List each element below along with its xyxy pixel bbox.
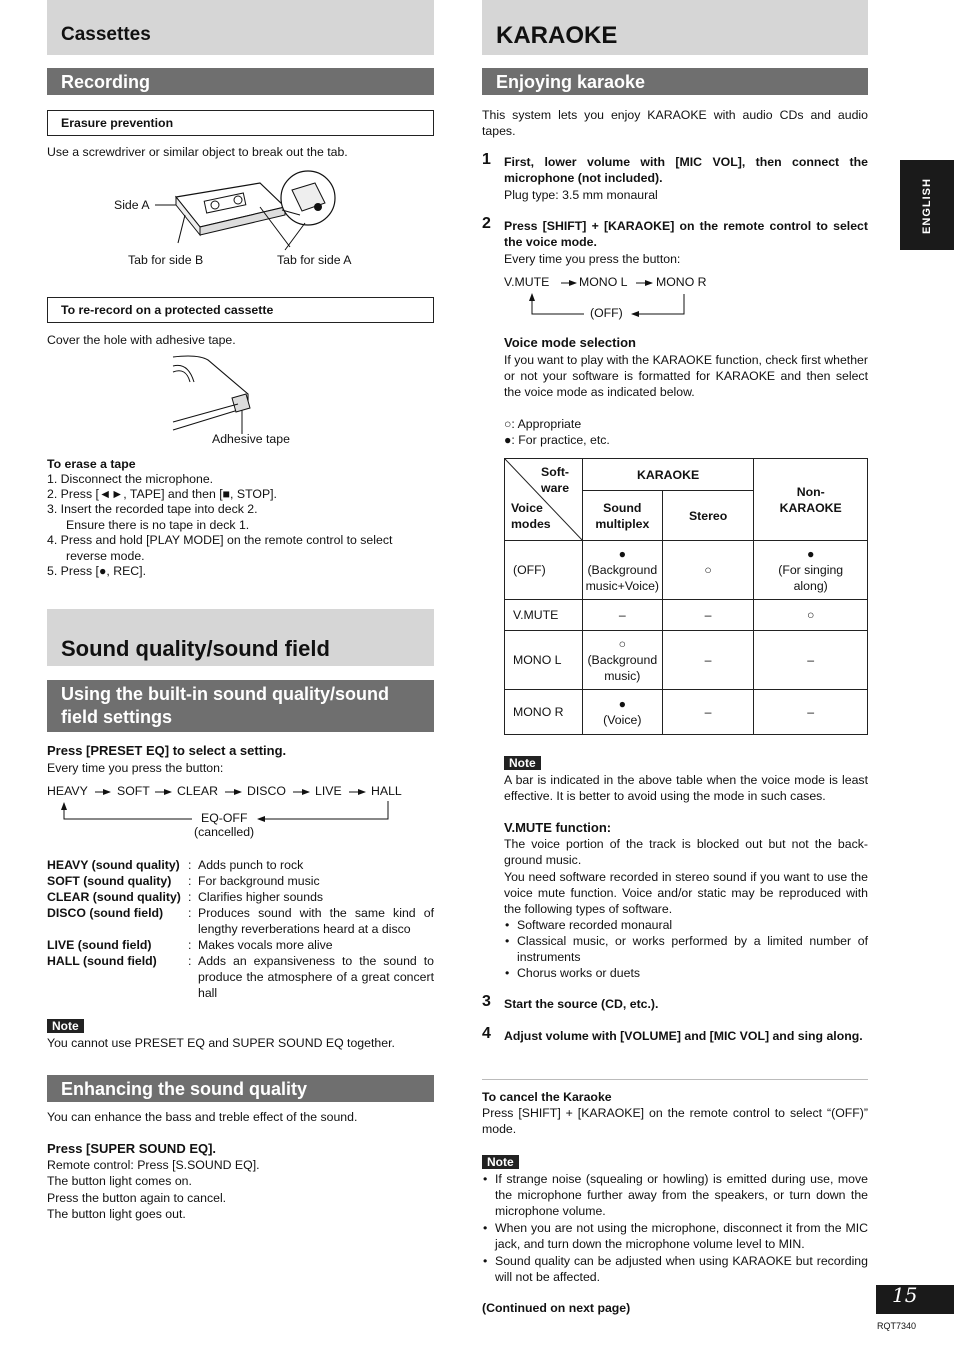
erase-step-1: 1. Disconnect the microphone. bbox=[47, 472, 214, 486]
super-heading: Press [SUPER SOUND EQ]. bbox=[47, 1141, 217, 1156]
rerecord-title: To re-record on a protected cassette bbox=[61, 303, 274, 317]
row-mode: (OFF) bbox=[505, 541, 583, 600]
eq-hall: HALL bbox=[371, 784, 402, 798]
eq-disco: DISCO bbox=[247, 784, 286, 798]
step-1-number: 1 bbox=[482, 151, 491, 168]
list-item: • Sound quality can be adjusted when using KARAOKE but recording will not be affected. bbox=[495, 1253, 868, 1285]
def-desc-clear: Clarifies higher sounds bbox=[198, 890, 324, 904]
row-stereo: – bbox=[662, 690, 754, 735]
language-label: ENGLISH bbox=[921, 178, 933, 234]
recording-title: Recording bbox=[61, 72, 151, 92]
table-row bbox=[505, 600, 868, 631]
table-row bbox=[505, 541, 868, 600]
step-4-text: Adjust volume with [VOLUME] and [MIC VOL] and sing along. bbox=[504, 1029, 863, 1043]
super-line-1: Remote control: Press [S.SOUND EQ]. bbox=[47, 1158, 260, 1172]
step-3-text: Start the source (CD, etc.). bbox=[504, 997, 659, 1011]
cancel-text: Press [SHIFT] + [KARAOKE] on the remote control to select “(OFF)” mode. bbox=[482, 1106, 868, 1136]
row-stereo: – bbox=[662, 600, 754, 631]
row-stereo: – bbox=[662, 631, 754, 690]
divider bbox=[482, 1079, 868, 1080]
row-mode: MONO L bbox=[505, 631, 583, 690]
step-1-sub: Plug type: 3.5 mm monaural bbox=[504, 188, 658, 202]
label-side-a: Side A bbox=[114, 198, 150, 212]
list-item: • Chorus works or duets bbox=[517, 965, 868, 981]
continued-text: (Continued on next page) bbox=[482, 1301, 631, 1315]
karaoke-header bbox=[482, 0, 868, 55]
def-desc-hall: Adds an expansiveness to the sound to produce the atmosphere of a great concert hall bbox=[198, 954, 434, 1000]
erasure-prevention-box bbox=[47, 110, 434, 136]
corner-voice-modes: Voice modes bbox=[511, 501, 551, 531]
page-number: 15 bbox=[892, 1283, 918, 1307]
cancel-title: To cancel the Karaoke bbox=[482, 1090, 612, 1104]
adhesive-tape-illustration bbox=[168, 352, 258, 442]
builtin-title-line1: Using the built-in sound quality/sound bbox=[61, 684, 389, 704]
def-desc-heavy: Adds punch to rock bbox=[198, 858, 304, 872]
th-karaoke: KARAOKE bbox=[582, 459, 754, 491]
def-term-hall: HALL (sound field) bbox=[47, 954, 157, 968]
recording-header bbox=[47, 68, 434, 95]
note-badge-1: Note bbox=[47, 1019, 84, 1033]
step-2-text: Press [SHIFT] + [KARAOKE] on the remote control to select the voice mode. bbox=[504, 219, 868, 249]
step-4-number: 4 bbox=[482, 1025, 491, 1042]
erase-step-2: 2. Press [◄►, TAPE] and then [■, STOP]. bbox=[47, 487, 277, 501]
erase-tape-title: To erase a tape bbox=[47, 457, 136, 471]
legend-practice: ●: For practice, etc. bbox=[504, 433, 610, 447]
list-item: • When you are not using the microphone, disconnect it from the MIC jack, and turn down the microphone volume level to MIN. bbox=[495, 1220, 868, 1252]
note3-list bbox=[482, 1171, 868, 1285]
note-badge-2: Note bbox=[504, 756, 541, 770]
erase-step-3b: Ensure there is no tape in deck 1. bbox=[66, 518, 250, 532]
voice-mode-table bbox=[504, 458, 868, 735]
erase-step-5: 5. Press [●, REC]. bbox=[47, 564, 146, 578]
mode-mono-r: MONO R bbox=[656, 275, 707, 289]
mode-arrows-icon bbox=[480, 274, 720, 324]
eq-definitions: HEAVY (sound quality) : Adds punch to rock SOFT (sound quality) : For background music CLEAR (sound quality) : Clarifies higher sounds DISCO (sound field) : Produces sound with the same kind of lengthy reverberations heard at a disco LIVE (sound field) : Makes vocals more alive HALL (sound field) : Adds an expansiveness to the sound to produce the atmosphere of a great concert hall bbox=[47, 858, 434, 1000]
note1-text: You cannot use PRESET EQ and SUPER SOUND EQ together. bbox=[47, 1036, 395, 1050]
step-1-text: First, lower volume with [MIC VOL], then connect the microphone (not included). bbox=[504, 155, 868, 185]
row-mode: V.MUTE bbox=[505, 600, 583, 631]
def-term-clear: CLEAR (sound quality) bbox=[47, 890, 181, 904]
row-non-karaoke: – bbox=[754, 631, 868, 690]
def-term-heavy: HEAVY (sound quality) bbox=[47, 858, 180, 872]
eq-heavy: HEAVY bbox=[47, 784, 88, 798]
erasure-prevention-title: Erasure prevention bbox=[61, 116, 174, 130]
row-sound-multiplex: ● (Voice) bbox=[582, 690, 662, 735]
def-desc-disco: Produces sound with the same kind of lengthy reverberations heard at a disco bbox=[198, 906, 434, 936]
note-badge-3: Note bbox=[482, 1155, 519, 1169]
builtin-title-line2: field settings bbox=[61, 707, 173, 727]
super-line-4: The button light goes out. bbox=[47, 1207, 186, 1221]
mode-mono-l: MONO L bbox=[579, 275, 628, 289]
th-non-karaoke: Non- KARAOKE bbox=[754, 459, 868, 541]
row-stereo: ○ bbox=[662, 541, 754, 600]
mode-vmute: V.MUTE bbox=[504, 275, 550, 289]
label-tab-side-b: Tab for side B bbox=[128, 253, 204, 267]
cassettes-title: Cassettes bbox=[61, 24, 151, 45]
enjoy-title: Enjoying karaoke bbox=[496, 72, 646, 92]
vmute-p2: You need software recorded in stereo sound if you want to use the voice mute function. Voice and/or static may be reproduced with the following types of software. bbox=[504, 870, 868, 916]
enjoy-header bbox=[482, 68, 868, 95]
vmute-list bbox=[504, 917, 868, 981]
karaoke-intro: This system lets you enjoy KARAOKE with audio CDs and audio tapes. bbox=[482, 108, 868, 138]
builtin-header bbox=[47, 680, 434, 732]
enhance-header bbox=[47, 1075, 434, 1102]
eq-soft: SOFT bbox=[117, 784, 150, 798]
row-non-karaoke: ● (For singing along) bbox=[754, 541, 868, 600]
row-sound-multiplex: ○ (Background music) bbox=[582, 631, 662, 690]
page-number-box bbox=[876, 1285, 954, 1314]
def-desc-live: Makes vocals more alive bbox=[198, 938, 333, 952]
list-item: • Software recorded monaural bbox=[517, 917, 868, 933]
erase-step-3: 3. Insert the recorded tape into deck 2. bbox=[47, 502, 258, 516]
label-adhesive-tape: Adhesive tape bbox=[212, 432, 290, 446]
list-item: • Classical music, or works performed by a limited number of instruments bbox=[517, 933, 868, 965]
cassettes-header bbox=[47, 0, 434, 55]
super-line-3: Press the button again to cancel. bbox=[47, 1191, 227, 1205]
def-term-soft: SOFT (sound quality) bbox=[47, 874, 172, 888]
def-desc-soft: For background music bbox=[198, 874, 320, 888]
enhance-text: You can enhance the bass and treble effect of the sound. bbox=[47, 1110, 358, 1124]
sound-quality-header bbox=[47, 609, 434, 666]
voice-sel-title: Voice mode selection bbox=[504, 335, 636, 350]
erasure-text: Use a screwdriver or similar object to break out the tab. bbox=[47, 145, 348, 159]
row-non-karaoke: – bbox=[754, 690, 868, 735]
karaoke-title: KARAOKE bbox=[496, 22, 618, 49]
th-stereo: Stereo bbox=[662, 491, 754, 541]
super-line-2: The button light comes on. bbox=[47, 1174, 192, 1188]
row-non-karaoke: ○ bbox=[754, 600, 868, 631]
row-sound-multiplex: ● (Background music+Voice) bbox=[582, 541, 662, 600]
table-corner-cell bbox=[505, 459, 583, 541]
corner-software: Soft- ware bbox=[541, 465, 570, 495]
table-row bbox=[505, 631, 868, 690]
doc-code: RQT7340 bbox=[877, 1321, 917, 1331]
preset-heading: Press [PRESET EQ] to select a setting. bbox=[47, 743, 287, 758]
legend-appropriate: ○: Appropriate bbox=[504, 417, 582, 431]
erase-step-4: 4. Press and hold [PLAY MODE] on the remote control to select bbox=[47, 533, 393, 547]
voice-mode-cycle bbox=[0, 274, 954, 324]
erase-step-4b: reverse mode. bbox=[66, 549, 145, 563]
eq-cancelled: (cancelled) bbox=[194, 825, 255, 839]
step-2-sub: Every time you press the button: bbox=[504, 252, 681, 266]
eq-arrows-icon bbox=[0, 783, 420, 843]
rerecord-text: Cover the hole with adhesive tape. bbox=[47, 333, 236, 347]
preset-sub: Every time you press the button: bbox=[47, 761, 224, 775]
vmute-p1: The voice portion of the track is blocked out but not the back-ground music. bbox=[504, 837, 868, 867]
sound-quality-title: Sound quality/sound field bbox=[61, 636, 330, 661]
eq-clear: CLEAR bbox=[177, 784, 219, 798]
row-sound-multiplex: – bbox=[582, 600, 662, 631]
def-term-live: LIVE (sound field) bbox=[47, 938, 152, 952]
table-row bbox=[505, 690, 868, 735]
eq-live: LIVE bbox=[315, 784, 342, 798]
th-sound-multiplex: Sound multiplex bbox=[582, 491, 662, 541]
def-term-disco: DISCO (sound field) bbox=[47, 906, 164, 920]
vmute-title: V.MUTE function: bbox=[504, 820, 612, 835]
voice-sel-text: If you want to play with the KARAOKE function, check first whether or not your software is formatted for KARAOKE and then select the voice mode as indicated below. bbox=[504, 353, 868, 399]
language-side-tab bbox=[900, 160, 954, 250]
step-3-number: 3 bbox=[482, 993, 491, 1010]
label-tab-side-a: Tab for side A bbox=[277, 253, 352, 267]
mode-off: (OFF) bbox=[590, 306, 623, 320]
note2-text: A bar is indicated in the above table when the voice mode is least effective. It is better to avoid using the mode in such cases. bbox=[504, 773, 868, 803]
step-2-number: 2 bbox=[482, 215, 491, 232]
row-mode: MONO R bbox=[505, 690, 583, 735]
enhance-title: Enhancing the sound quality bbox=[61, 1079, 308, 1099]
list-item: • If strange noise (squealing or howling) is emitted during use, move the microphone further away from the speakers, or turn down the microphone volume. bbox=[495, 1171, 868, 1219]
eq-off: EQ-OFF bbox=[201, 811, 248, 825]
